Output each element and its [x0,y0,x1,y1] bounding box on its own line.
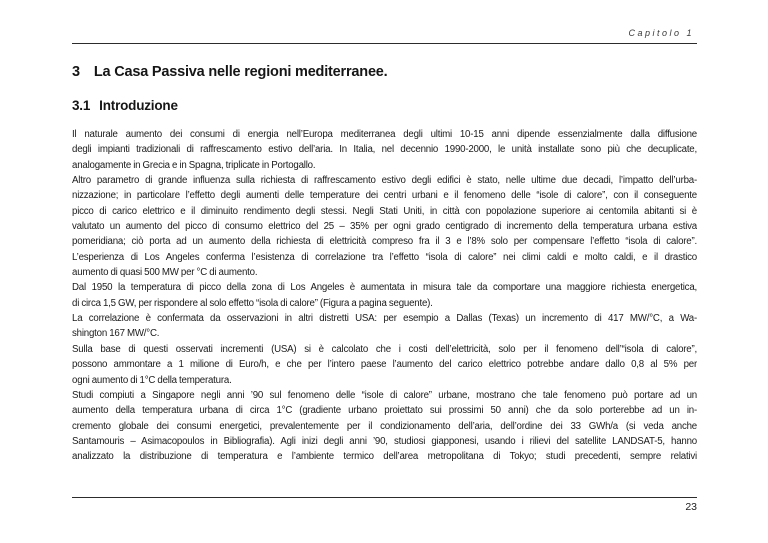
body-line: nizzazione; in particolare l’effetto degli aumenti delle temperature dei centri urbani e il fenomeno delle “isole di calore”, con il conseguente [72,190,697,202]
page-number: 23 [685,501,697,513]
body-line: pomeridiana; ciò porta ad un aumento della richiesta di elettricità compreso fra il 3 e l’8% solo per compensare l’effetto “isola di calore”. [72,236,697,248]
body-line: aumento della temperatura urbana di circa 1°C (gradiente urbano proiettato sui prossimi 50 anni) che da solo porterebbe ad un in- [72,405,697,417]
body-line: L’esperienza di Los Angeles conferma l’esistenza di correlazione tra l’effetto “isola di calore” nei climi caldi e molto caldi, e il drastico [72,251,697,263]
body-line: ogni aumento di 1°C della temperatura. [72,374,232,386]
body-line: cremento globale dei consumi energetici, prevalentemente per il condizionamento dell’aria, dell’ordine dei 33 GWh/a (si veda anche [72,420,697,432]
body-line: shington 167 MW/°C. [72,328,160,340]
subsection-heading [72,98,178,113]
body-line: picco di carico elettrico e il diminuito rendimento degli stessi. Negli Stati Uniti, in città con popolazione superiore ai centomila abitanti si è [72,205,697,217]
subsection-title: Introduzione [99,98,178,113]
body-line: Santamouris – Asimacopoulos in Bibliografia). Agli inizi degli anni ’90, studiosi giapponesi, usando i rilievi del satellite LANDSAT-5, hanno [72,435,697,447]
body-line: aumento di quasi 500 MW per °C di aumento. [72,267,258,279]
body-line: di circa 1,5 GW, per rispondere al solo effetto “isola di calore” (Figura a pagina seguente). [72,297,433,309]
section-heading [72,64,388,80]
body-line: degli impianti tradizionali di raffrescamento estivo dell’aria. In Italia, nel decennio 1990-2000, le unità installate sono più che decuplicate, [72,144,697,156]
section-number: 3 [72,64,80,80]
subsection-number: 3.1 [72,98,91,113]
section-title: La Casa Passiva nelle regioni mediterranee. [93,64,388,80]
body-text [72,127,697,465]
header-rule [72,43,697,44]
body-line: Sulla base di questi osservati incrementi (USA) si è calcolato che i costi dell’elettricità, solo per il fenomeno dell’“isola di calore”, [72,343,697,355]
running-head-chapter: Capitolo 1 [628,28,694,38]
body-line: Studi compiuti a Singapore negli anni ’90 sul fenomeno delle “isole di calore” urbane, mostrano che tale fenomeno può portare ad un [72,389,697,401]
body-line: Dal 1950 la temperatura di picco della zona di Los Angeles è aumentata in misura tale da comportare una maggiore richiesta energetica, [72,282,697,294]
body-line: Altro parametro di grande influenza sulla richiesta di raffrescamento estivo degli edifici è stato, nelle ultime due decadi, l’impatto dell’urba- [72,175,697,187]
footer-rule [72,497,697,498]
body-line: La correlazione è confermata da osservazioni in altri distretti USA: per esempio a Dallas (Texas) un incremento di 417 MW/°C, a Wa- [72,313,697,325]
body-line: possono ammontare a 1 milione di Euro/h, e che per l’intero paese l’aumento del carico elettrico potrebbe andare dallo 0,8 al 5% per [72,359,697,371]
body-line: valutato un aumento del picco di consumo elettrico del 25 – 35% per ogni grado centigrado di incremento della temperatura urbana estiva [72,221,697,233]
body-line: Il naturale aumento dei consumi di energia nell’Europa mediterranea degli ultimi 10-15 anni dipende essenzialmente dalla diffusione [72,129,697,140]
body-line: analogamente in Grecia e in Spagna, triplicate in Portogallo. [72,159,316,171]
body-line: analizzato la distribuzione di temperatura e l’ambiente termico dell’area metropolitana di Tokyo; studi precedenti, sempre relativi [72,451,697,463]
